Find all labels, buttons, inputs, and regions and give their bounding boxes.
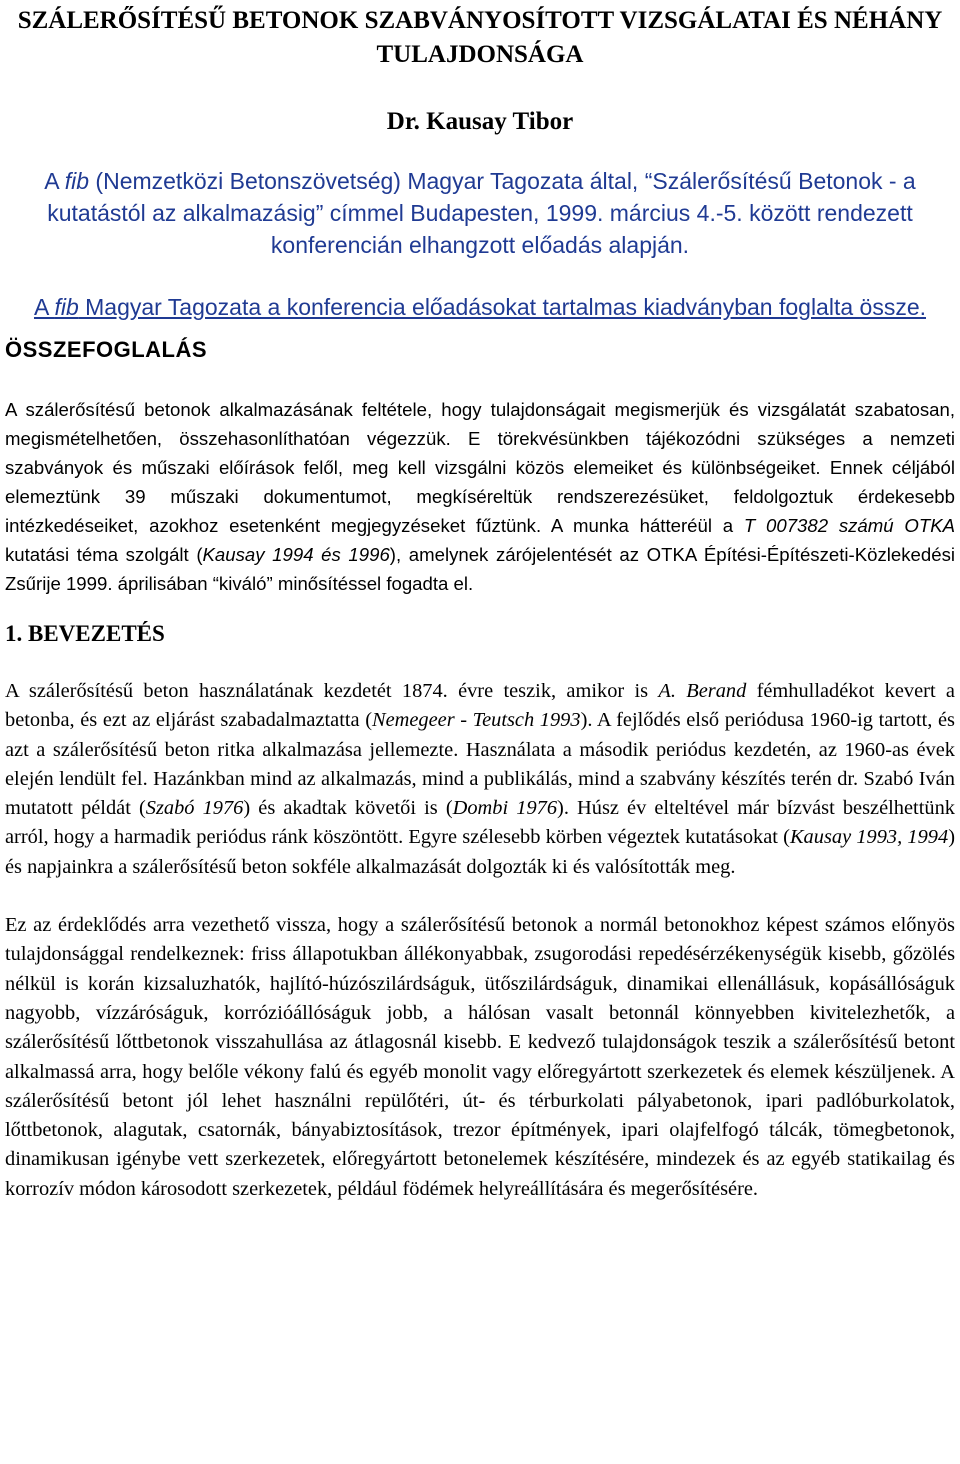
summary-citation: Kausay 1994 és 1996 — [202, 544, 390, 565]
document-title: SZÁLERŐSÍTÉSŰ BETONOK SZABVÁNYOSÍTOTT VIZSGÁLATAI ÉS NÉHÁNY TULAJDONSÁGA — [17, 7, 943, 68]
fib-italic: fib — [64, 168, 90, 194]
document-page — [5, 4, 955, 1204]
intro-paragraph-1 — [5, 677, 955, 882]
intro-heading: 1. BEVEZETÉS — [5, 621, 165, 646]
intro-text: ). Húsz év elteltével már bízvást beszélhettünk arról, hogy a harmadik periódus ránk köszöntött. Egyre szélesebb körben végeztek kutatásokat ( — [5, 797, 955, 849]
summary-text-1: A szálerősítésű betonok alkalmazásának feltétele, hogy tulajdonságait megismerjük és vizsgálatát szabatosan, megismételhetően, összehasonlíthatóan végezzük. E törekvésünkben tájékozódni szükséges a nemzeti szabványok és műszaki előírások felől, meg kell vizsgálni közös elemeiket és különbségeiket. Ennek céljából elemeztünk 39 műszaki dokumentumot, megkíséreltük rendszerezésüket, feldolgoztuk érdekesebb intézkedéseiket, azokhoz esetenként megjegyzéseket fűztünk. A munka hátteréül a — [5, 399, 955, 536]
intro-text: ) és akadtak követői is ( — [243, 797, 453, 820]
conference-note-text: (Nemzetközi Betonszövetség) Magyar Tagozata által, “Szálerősítésű Betonok - a kutatástól az alkalmazásig” címmel Budapesten, 1999. március 4.-5. között rendezett konferencián elhangzott előadás alapján. — [47, 168, 916, 258]
intro-text: ) és napjainkra a szálerősítésű beton sokféle alkalmazását dolgozták ki és valósították meg. — [5, 826, 955, 878]
citation: Dombi 1976 — [452, 797, 558, 820]
summary-heading: ÖSSZEFOGLALÁS — [5, 337, 208, 362]
summary-text-2: kutatási téma szolgált ( — [5, 544, 203, 565]
publication-link-text: Magyar Tagozata a konferencia előadásokat tartalmas kiadványban foglalta össze. — [78, 294, 926, 320]
intro-text: A szálerősítésű beton használatának kezdetét 1874. évre teszik, amikor is — [5, 680, 659, 702]
conference-note — [5, 165, 955, 261]
citation: Nemegeer - Teutsch 1993 — [371, 709, 581, 732]
conference-note-pre: A — [44, 168, 65, 194]
intro-paragraph-2: Ez az érdeklődés arra vezethető vissza, hogy a szálerősítésű betonok a normál betonokhoz képest számos előnyös tulajdonsággal rendelkeznek: friss állapotukban állékonyabbak, zsugorodási repedésérzékenységük kisebb, gőzölés nélkül is korán kizsaluzhatók, hajlító-húzószilárdságuk, ütőszilárdságuk, dinamikai ellenállásuk, kopásállóságuk nagyobb, vízzáróságuk, korrózióállóságuk jobb, a hálósan vasalt betonnál könnyebben kivitelezhetők, a szálerősítésű lőttbetonok visszahullása az átlagosnál kisebb. E kedvező tulajdonságok teszik a szálerősítésű betont alkalmassá arra, hogy belőle vékony falú és egyéb monolit vagy előregyártott szerkezetek és elemek készüljenek. A szálerősítésű betont jól lehet használni repülőtéri, út- és térburkolati pályabetonok, ipari padlóburkolatok, lőttbetonok, alagutak, csatornák, bányabiztosítások, trezor építmények, ipari olajfelfogó tálcák, tömegbetonok, dinamikusan igénybe vett szerkezetek, előregyártott betonelemek készítésére, mindezek és az egyéb statikailag és korrozív módon károsodott szerkezetek, például födémek helyreállítására és megerősítésére. — [5, 914, 955, 1200]
publication-link-anchor[interactable] — [34, 294, 926, 320]
fib-italic: fib — [54, 294, 79, 320]
summary-text-3: ), amelynek zárójelentését az OTKA Építési-Építészeti-Közlekedési Zsűrije 1999. áprilisában “kiváló” minősítéssel fogadta el. — [5, 544, 955, 594]
intro-text: fémhulladékot kevert a betonba, és ezt az eljárást szabadalmaztatta ( — [5, 680, 955, 732]
publication-link-pre: A — [33, 294, 55, 320]
citation: A. Berand — [658, 680, 747, 702]
citation: Szabó 1976 — [145, 797, 244, 820]
author-name: Dr. Kausay Tibor — [386, 108, 574, 135]
summary-paragraph — [5, 395, 955, 598]
summary-otka-ref: T 007382 számú OTKA — [743, 515, 955, 536]
publication-link[interactable] — [5, 291, 955, 323]
citation: Kausay 1993, 1994 — [789, 826, 949, 849]
intro-text: ). A fejlődés első periódusa 1960-ig tartott, és azt a szálerősítésű beton ritka alkalmazása jellemezte. Használata a második periódus kezdetén, az 1960-as évek elején lendült fel. Hazánkban mind az alkalmazás, mind a publikálás, mind a szabvány készítés terén dr. Szabó Iván mutatott példát ( — [5, 709, 955, 820]
